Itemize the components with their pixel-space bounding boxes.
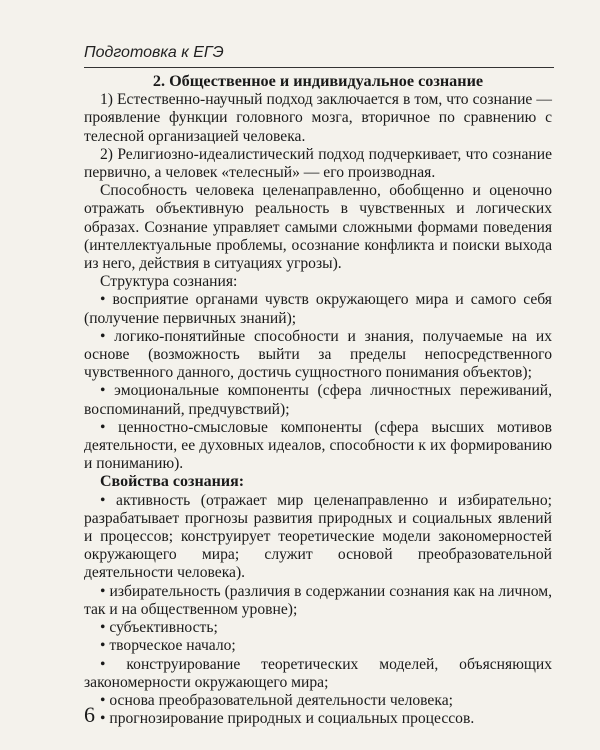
list-item: • прогнозирование природных и социальных процессов.: [100, 710, 475, 728]
running-header: Подготовка к ЕГЭ: [84, 44, 224, 61]
properties-heading: Свойства сознания:: [100, 473, 245, 491]
list-item: • восприятие органами чувств окружающего мира и самого себя (получение первичных знаний);: [84, 291, 552, 327]
list-item: • логико-понятийные способности и знания, получаемые на их основе (возможность выйти за пределы непосредственного чувственного данного, достичь сущностного понимания объектов);: [84, 327, 552, 382]
list-item: • субъективность;: [100, 619, 218, 637]
paragraph-religious: 2) Религиозно-идеалистический подход подчеркивает, что сознание первично, а человек «телесный» — его производная.: [84, 145, 552, 182]
header-rule: [84, 67, 554, 68]
list-item: • ценностно-смысловые компоненты (сфера высших мотивов деятельности, ее духовных идеалов, способности к их формированию и пониманию).: [84, 418, 552, 473]
list-item: • творческое начало;: [100, 637, 236, 655]
list-item: • основа преобразовательной деятельности человека;: [100, 691, 453, 709]
section-title: 2. Общественное и индивидуальное сознание: [152, 72, 484, 90]
list-item: • активность (отражает мир целенаправленно и избирательно; разрабатывает прогнозы развития природных и социальных явлений и процессов; конструирует теоретические модели закономерностей окружающего мира; служит основой преобразовательной деятельности человека).: [84, 491, 552, 582]
page-body: [84, 72, 552, 728]
paragraph-definition: Способность человека целенаправленно, обобщенно и оценочно отражать объективную реальность в чувственных и логических образах. Сознание управляет самыми сложными формами поведения (интеллектуальные проблемы, осознание конфликта и поиски выхода из него, действия в ситуациях угрозы).: [84, 182, 552, 273]
page-number: 6: [84, 702, 95, 727]
list-item: • конструирование теоретических моделей, объясняющих закономерности окружающего мира;: [84, 655, 552, 691]
list-item: • избирательность (различия в содержании сознания как на личном, так и на общественном уровне);: [84, 582, 552, 618]
list-item: • эмоциональные компоненты (сфера личностных переживаний, воспоминаний, предчувствий);: [84, 382, 552, 418]
structure-heading: Структура сознания:: [100, 273, 238, 291]
paragraph-natural-science: 1) Естественно-научный подход заключается в том, что сознание — проявление функции головного мозга, вторичное по сравнению с телесной организацией человека.: [84, 91, 552, 145]
